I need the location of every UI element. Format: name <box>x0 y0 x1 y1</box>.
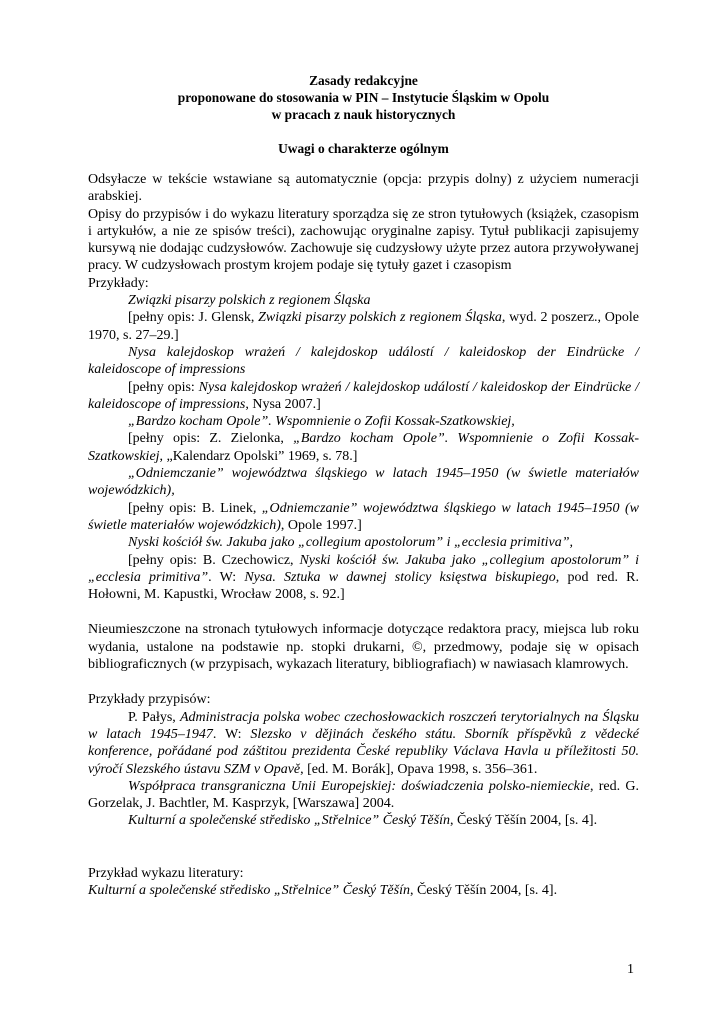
example-title: Nyski kościół św. Jakuba jako „collegium apostolorum” i „ecclesia primitiva”, <box>128 535 573 551</box>
page-number: 1 <box>627 962 634 977</box>
example-title: „Odniemczanie” województwa śląskiego w latach 1945–1950 (w świetle materiałów wojewódzkich), <box>88 466 639 499</box>
example-full-description: [pełny opis: Nysa kalejdoskop wrażeń / kalejdoskop událostí / kaleidoskop der Eindrücke / kaleidoscope of impressions, Nysa 2007.] <box>88 379 639 412</box>
example-title: Nysa kalejdoskop wrażeń / kalejdoskop událostí / kaleidoskop der Eindrücke / kaleidoscope of impressions <box>88 344 639 378</box>
example-full-description: [pełny opis: J. Glensk, Związki pisarzy polskich z regionem Śląska, wyd. 2 poszerz., Opole 1970, s. 27–29.] <box>88 310 640 343</box>
example-full-description: [pełny opis: B. Linek, „Odniemczanie” województwa śląskiego w latach 1945–1950 (w świetle materiałów wojewódzkich), Opole 1997.] <box>88 500 639 533</box>
footnote-example: Kulturní a společenské středisko „Střelnice” Český Těšín, Český Těšín 2004, [s. 4]. <box>128 813 598 829</box>
examples-label: Przykłady: <box>88 275 149 291</box>
document-body <box>88 171 639 899</box>
paragraph: Opisy do przypisów i do wykazu literatury sporządza się ze stron tytułowych (książek, czasopism i artykułów, a nie ze spisów treści), zachowując oryginalne zapisy. Tytuł publikacji zapisujemy kursywą nie dodając cudzysłowów. Zachowuje się cudzysłowy użyte przez autora przywoływanej pracy. W cudzysłowach prostym krojem podaje się tytuły gazet i czasopism <box>88 206 639 274</box>
literature-label: Przykład wykazu literatury: <box>88 865 244 881</box>
footnotes-label: Przykłady przypisów: <box>88 692 211 708</box>
document-subtitle: proponowane do stosowania w PIN – Instytucie Śląskim w Opolu <box>177 90 550 105</box>
document-page <box>88 72 639 899</box>
example-full-description: [pełny opis: Z. Zielonka, „Bardzo kocham Opole”. Wspomnienie o Zofii Kossak-Szatkowskiej, „Kalendarz Opolski” 1969, s. 78.] <box>88 431 640 464</box>
footnote-example: Współpraca transgraniczna Unii Europejskiej: doświadczenia polsko-niemieckie, red. G. Gorzelak, J. Bachtler, M. Kasprzyk, [Warszawa] 2004. <box>88 778 639 812</box>
document-title: Zasady redakcyjne <box>309 73 418 88</box>
example-title: Związki pisarzy polskich z regionem Śląska <box>128 293 371 309</box>
paragraph: Nieumieszczone na stronach tytułowych informacje dotyczące redaktora pracy, miejsca lub roku wydania, ustalone na podstawie np. stopki drukarni, ©, przedmowy, podaje się w opisach bibliograficznych (w przypisach, wykazach literatury, bibliografiach) w nawiasach klamrowych. <box>88 622 639 673</box>
example-full-description: [pełny opis: B. Czechowicz, Nyski kościół św. Jakuba jako „collegium apostolorum” i „ecclesia primitiva”. W: Nysa. Sztuka w dawnej stolicy księstwa biskupiego, pod red. R. Hołowni, M. Kapustki, Wrocław 2008, s. 92.] <box>88 552 639 603</box>
footnote-example: P. Pałys, Administracja polska wobec czechosłowackich roszczeń terytorialnych na Śląsku w latach 1945–1947. W: Slezsko v dějinách českého státu. Sborník příspěvků z vědecké konference, pořádané pod záštitou prezidenta České republiky Václava Havla u příležitosti 50. výročí Slezského ústavu SZM v Opavě, [ed. M. Borák], Opava 1998, s. 356–361. <box>88 709 639 777</box>
paragraph: Odsyłacze w tekście wstawiane są automatycznie (opcja: przypis dolny) z użyciem numeracji arabskiej. <box>88 172 639 205</box>
document-header <box>88 72 639 157</box>
example-title: „Bardzo kocham Opole”. Wspomnienie o Zofii Kossak-Szatkowskiej, <box>128 414 515 430</box>
section-heading: Uwagi o charakterze ogólnym <box>278 141 449 156</box>
literature-example: Kulturní a společenské středisko „Střelnice” Český Těšín, Český Těšín 2004, [s. 4]. <box>88 882 558 898</box>
document-subtitle: w pracach z nauk historycznych <box>271 107 456 122</box>
